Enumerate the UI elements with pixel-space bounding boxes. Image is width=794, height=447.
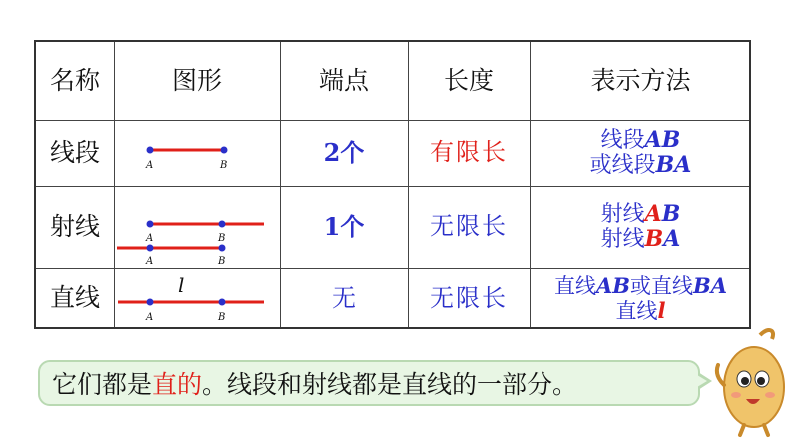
- representation-segment: [530, 120, 751, 186]
- point-a-dot: [147, 221, 154, 228]
- point-b-dot: [219, 245, 226, 252]
- representation-ray: [530, 186, 751, 268]
- rep-ray-line1: 射线AB: [600, 200, 681, 227]
- header-length: 长度: [443, 65, 494, 95]
- endpoints-ray: 1个: [323, 212, 365, 242]
- bubble-text-highlight: 直的: [152, 370, 203, 399]
- point-b-dot: [219, 299, 226, 306]
- conclusion-speech-bubble: [38, 360, 700, 406]
- point-a-dot: [147, 147, 154, 154]
- point-a-label: A: [146, 256, 154, 267]
- rep-segment-line2: 或线段BA: [589, 152, 692, 178]
- potato-mascot-icon: [710, 325, 790, 440]
- bubble-tail-inner: [697, 375, 707, 387]
- rep-line-line1: 直线AB或直线BA: [553, 273, 728, 299]
- bubble-text-part1: 它们都是: [52, 370, 153, 399]
- representation-line: [530, 268, 751, 329]
- row-name-line: 直线: [49, 283, 100, 313]
- point-b-dot: [221, 147, 228, 154]
- point-a-label: A: [146, 312, 154, 323]
- length-ray: 无限长: [430, 212, 508, 241]
- endpoints-segment: 2个: [323, 138, 365, 168]
- endpoints-line: 无: [332, 283, 356, 312]
- line-figure: [114, 268, 280, 329]
- point-b-label: B: [220, 160, 228, 171]
- comparison-table: [34, 40, 751, 329]
- point-b-label: B: [218, 233, 226, 244]
- header-endpoints: 端点: [318, 65, 369, 95]
- rep-line-line2: 直线l: [615, 297, 666, 323]
- point-a-dot: [147, 299, 154, 306]
- line-l-label: l: [178, 273, 185, 297]
- point-a-dot: [147, 245, 154, 252]
- point-a-label: A: [146, 160, 154, 171]
- point-b-label: B: [218, 312, 226, 323]
- header-figure: 图形: [171, 65, 222, 95]
- point-b-dot: [219, 221, 226, 228]
- header-name: 名称: [49, 65, 100, 95]
- ray-figure: [114, 186, 280, 268]
- row-name-ray: 射线: [49, 211, 100, 241]
- point-a-label: A: [146, 233, 154, 244]
- segment-figure: [114, 120, 280, 186]
- bubble-text-part2: 。线段和射线都是直线的一部分。: [202, 370, 578, 399]
- rep-ray-line2: 射线BA: [600, 226, 681, 252]
- point-b-label: B: [218, 256, 226, 267]
- length-segment: 有限长: [430, 138, 508, 167]
- rep-segment-line1: 线段AB: [600, 126, 681, 153]
- row-name-segment: 线段: [49, 137, 100, 167]
- length-line: 无限长: [430, 283, 508, 312]
- header-representation: 表示方法: [590, 65, 691, 95]
